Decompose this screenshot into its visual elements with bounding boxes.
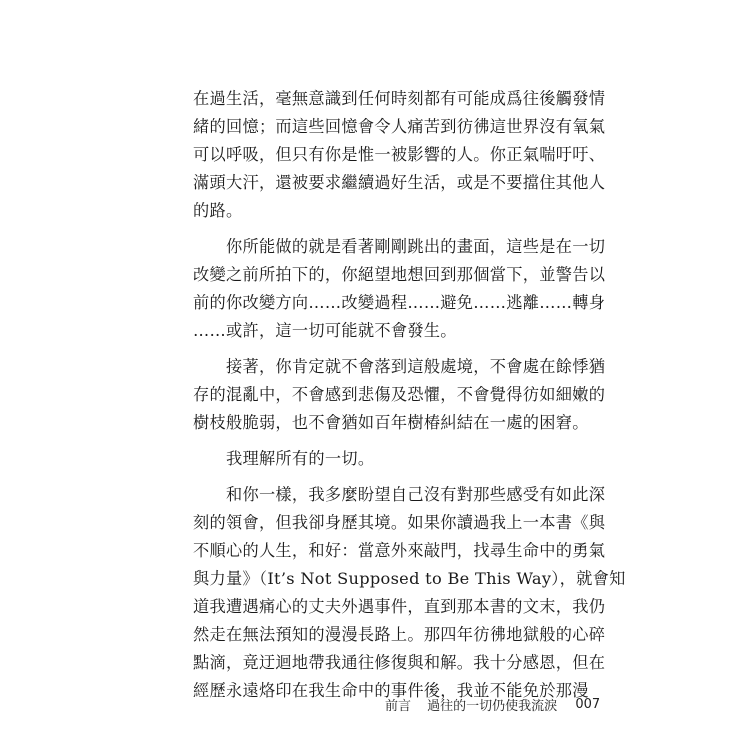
text-line: 刻的領會，但我卻身歷其境。如果你讀過我上一本書《與 xyxy=(193,513,606,532)
text-line: 與力量》（It’s Not Supposed to Be This Way），就會知 xyxy=(193,569,626,588)
text-line: 點滴，竟迂迴地帶我通往修復與和解。我十分感恩，但在 xyxy=(193,653,606,672)
text-line: 不順心的人生，和好：當意外來敲門，找尋生命中的勇氣 xyxy=(193,541,606,560)
text-line: 緒的回憶；而這些回憶會令人痛苦到彷彿這世界沒有氧氣 xyxy=(193,117,606,136)
text-line: 存的混亂中，不會感到悲傷及恐懼，不會覺得彷如細嫩的 xyxy=(193,385,606,404)
text-line: 滿頭大汗，還被要求繼續過好生活，或是不要擋住其他人 xyxy=(193,173,606,192)
paragraph-2 xyxy=(193,233,606,345)
text-line: 的路。 xyxy=(193,201,243,220)
paragraph-3 xyxy=(193,353,606,437)
text-line: 接著，你肯定就不會落到這般處境，不會處在餘悸猶 xyxy=(193,357,606,376)
text-line: 改變之前所拍下的，你絕望地想回到那個當下，並警告以 xyxy=(193,265,606,284)
text-line: 我理解所有的一切。 xyxy=(193,449,375,468)
text-line: 樹枝般脆弱，也不會猶如百年樹椿糾結在一處的困窘。 xyxy=(193,413,589,432)
paragraph-1 xyxy=(193,85,606,225)
text-line: 可以呼吸，但只有你是惟一被影響的人。你正氣喘吁吁、 xyxy=(193,145,606,164)
text-line: 在過生活，毫無意識到任何時刻都有可能成爲往後觸發情 xyxy=(193,89,606,108)
text-line: 道我遭遇痛心的丈夫外遇事件，直到那本書的文末，我仍 xyxy=(193,597,606,616)
paragraph-4 xyxy=(193,445,573,473)
page-number: 007 xyxy=(575,697,601,712)
text-line: 和你一樣，我多麼盼望自己沒有對那些感受有如此深 xyxy=(193,485,606,504)
text-line: 前的你改變方向……改變過程……避免……逃離……轉身 xyxy=(193,293,606,312)
running-footer xyxy=(385,695,600,714)
section-label: 前言 xyxy=(385,699,412,714)
text-line: 經歷永遠烙印在我生命中的事件後，我並不能免於那漫 xyxy=(193,681,589,700)
text-line: ……或許，這一切可能就不會發生。 xyxy=(193,321,457,340)
text-line: 你所能做的就是看著剛剛跳出的畫面，這些是在一切 xyxy=(193,237,606,256)
chapter-title: 過往的一切仍使我流淚 xyxy=(427,699,558,714)
text-line: 然走在無法預知的漫漫長路上。那四年彷彿地獄般的心碎 xyxy=(193,625,606,644)
